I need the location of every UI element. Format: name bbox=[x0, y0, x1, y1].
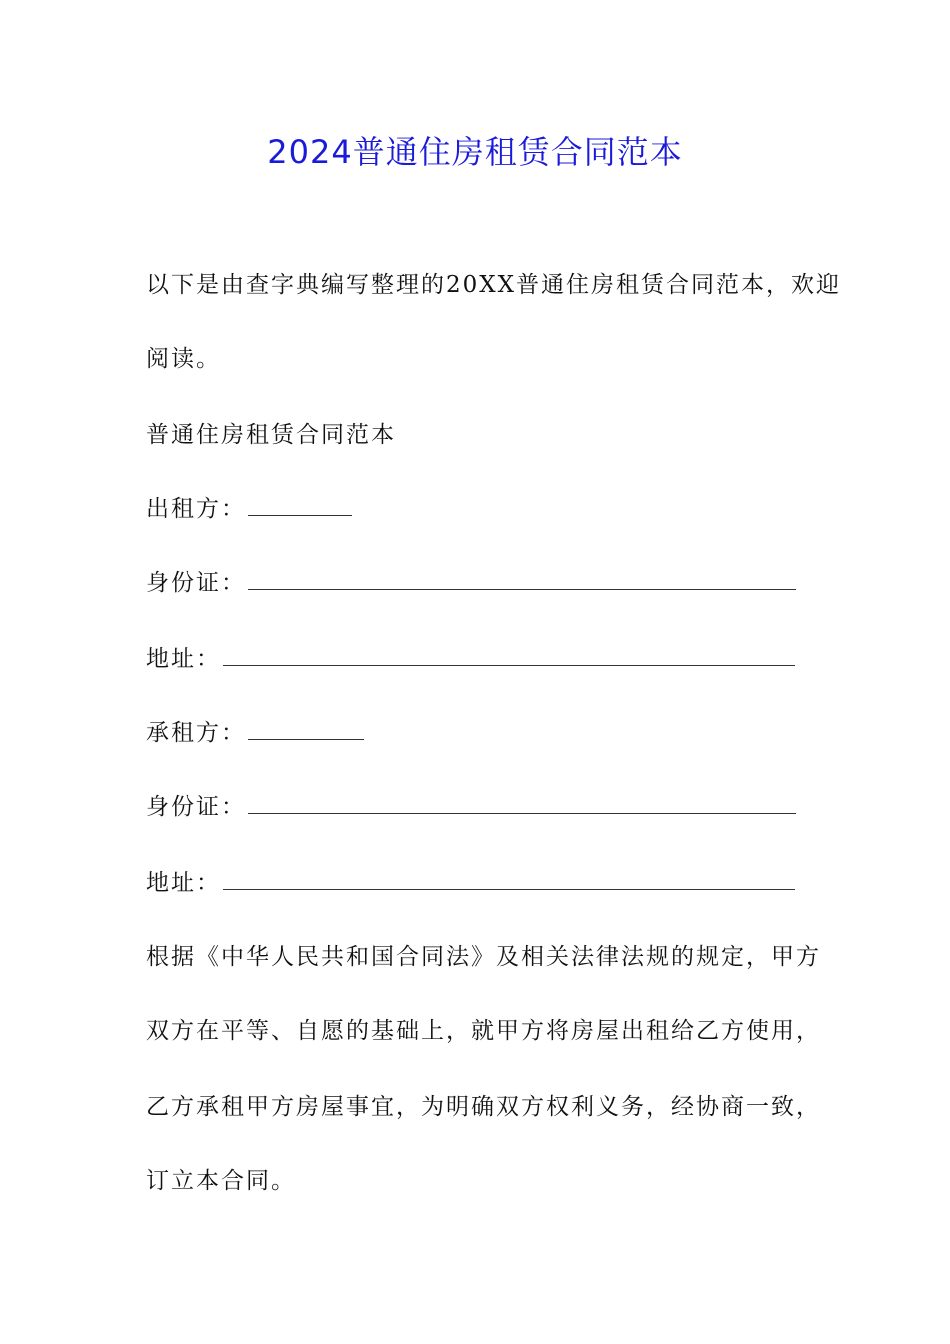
body-line-3: 乙方承租甲方房屋事宜，为明确双方权利义务，经协商一致， bbox=[146, 1094, 821, 1120]
lessor-address-blank[interactable] bbox=[223, 643, 795, 666]
body-line-2: 双方在平等、自愿的基础上，就甲方将房屋出租给乙方使用， bbox=[146, 1018, 821, 1044]
lessor-id-blank[interactable] bbox=[248, 567, 796, 590]
contract-subtitle: 普通住房租赁合同范本 bbox=[146, 422, 396, 448]
lessor-address-row bbox=[146, 642, 795, 676]
lessee-address-blank[interactable] bbox=[223, 867, 795, 890]
intro-line-2: 阅读。 bbox=[146, 346, 221, 372]
lessee-address-row bbox=[146, 866, 795, 900]
intro-line-1: 以下是由查字典编写整理的20XX普通住房租赁合同范本，欢迎 bbox=[146, 272, 842, 298]
lessor-name-row bbox=[146, 492, 352, 526]
lessee-name-row bbox=[146, 716, 364, 750]
lessee-address-label: 地址： bbox=[146, 870, 221, 896]
body-line-1: 根据《中华人民共和国合同法》及相关法律法规的规定，甲方 bbox=[146, 944, 821, 970]
lessee-id-row bbox=[146, 790, 796, 824]
lessor-address-label: 地址： bbox=[146, 646, 221, 672]
lessee-id-label: 身份证： bbox=[146, 794, 246, 820]
lessee-name-label: 承租方： bbox=[146, 720, 246, 746]
body-line-4: 订立本合同。 bbox=[146, 1168, 296, 1194]
lessor-id-label: 身份证： bbox=[146, 570, 246, 596]
document-title: 2024普通住房租赁合同范本 bbox=[267, 133, 683, 171]
lessor-name-label: 出租方： bbox=[146, 496, 246, 522]
lessee-id-blank[interactable] bbox=[248, 791, 796, 814]
lessor-id-row bbox=[146, 566, 796, 600]
lessor-name-blank[interactable] bbox=[248, 493, 352, 516]
lessee-name-blank[interactable] bbox=[248, 717, 364, 740]
